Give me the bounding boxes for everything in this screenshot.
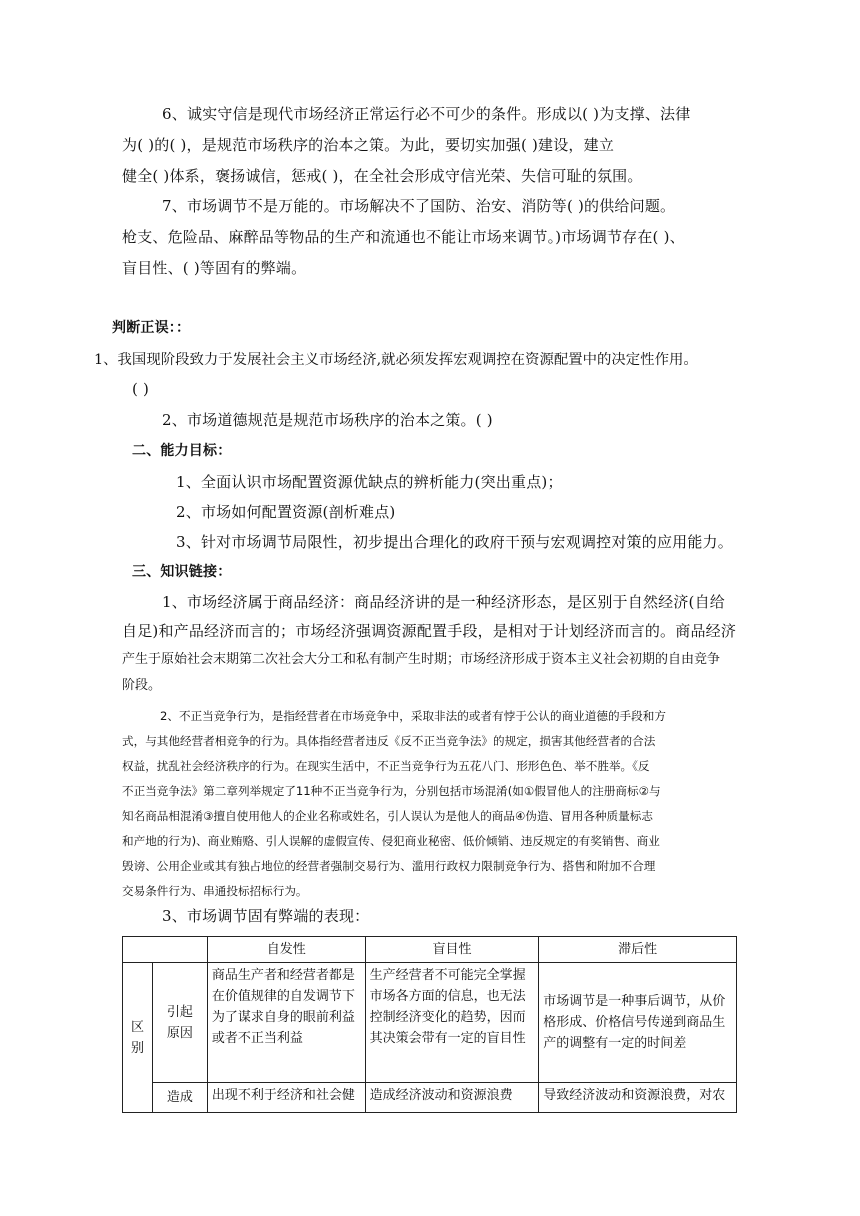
knowledge-p2-line-2: 式，与其他经营者相竞争的行为。具体指经营者违反《反不正当竞争法》的规定，损害其他经营者的合法 <box>122 734 656 748</box>
ability-heading: 二、能力目标： <box>132 443 232 459</box>
q6-line-1: 6、诚实守信是现代市场经济正常运行必不可少的条件。形成以( )为支撑、法律 <box>162 105 691 123</box>
table-corner-cell <box>123 937 208 963</box>
knowledge-p3: 3、市场调节固有弊端的表现： <box>162 907 370 925</box>
judge-item-1-line-1: 1、我国现阶段致力于发展社会主义市场经济,就必须发挥宏观调控在资源配置中的决定性作用。 <box>94 352 698 368</box>
knowledge-p2-line-1: 2、不正当竞争行为，是指经营者在市场竞争中，采取非法的或者有悖于公认的商业道德的手段和方 <box>160 709 666 723</box>
table-header-row <box>123 937 737 963</box>
knowledge-p2-line-5: 知名商品相混淆③擅自使用他人的企业名称或姓名，引人误认为是他人的商品④伪造、冒用各种质量标志 <box>122 809 653 823</box>
q6-line-2: 为( )的( )，是规范市场秩序的治本之策。为此，要切实加强( )建设，建立 <box>122 136 615 154</box>
knowledge-p2-line-8: 交易条件行为、串通投标招标行为。 <box>122 884 308 898</box>
header-spontaneous: 自发性 <box>207 937 365 963</box>
judge-item-1-line-2: ( ) <box>132 380 150 398</box>
q6-line-3: 健全( )体系，褒扬诚信，惩戒( )，在全社会形成守信光荣、失信可耻的氛围。 <box>122 167 643 185</box>
cell-cause-spontaneous: 商品生产者和经营者都是在价值规律的自发调节下为了谋求自身的眼前利益或者不正当利益 <box>207 963 365 1083</box>
knowledge-p1-line-2: 自足)和产品经济而言的；市场经济强调资源配置手段，是相对于计划经济而言的。商品经济 <box>122 622 737 640</box>
ability-item-3: 3、针对市场调节局限性，初步提出合理化的政府干预与宏观调控对策的应用能力。 <box>176 533 733 551</box>
cell-cause-blind: 生产经营者不可能完全掌握市场各方面的信息，也无法控制经济变化的趋势，因而其决策会带有一定的盲目性 <box>365 963 539 1083</box>
knowledge-p1-line-1: 1、市场经济属于商品经济：商品经济讲的是一种经济形态，是区别于自然经济(自给 <box>162 593 725 611</box>
judge-heading: 判断正误：： <box>112 320 191 336</box>
ability-item-1: 1、全面认识市场配置资源优缺点的辨析能力(突出重点)； <box>176 473 563 491</box>
cell-effect-blind: 造成经济波动和资源浪费 <box>365 1083 539 1113</box>
knowledge-p2-line-7: 毁谤、公用企业或其有独占地位的经营者强制交易行为、滥用行政权力限制竞争行为、搭售和附加不合理 <box>122 859 656 873</box>
row-label-cause-line-2: 原因 <box>166 1025 193 1041</box>
cell-effect-spontaneous: 出现不利于经济和社会健 <box>207 1083 365 1113</box>
q7-line-3: 盲目性、( )等固有的弊端。 <box>122 259 307 277</box>
group-label-line-2: 别 <box>130 1040 144 1056</box>
row-label-effect: 造成 <box>152 1083 207 1113</box>
ability-item-2: 2、市场如何配置资源(剖析难点) <box>176 503 396 521</box>
drawbacks-table <box>122 936 737 1113</box>
header-blind: 盲目性 <box>365 937 539 963</box>
cell-cause-lag: 市场调节是一种事后调节，从价格形成、价格信号传递到商品生产的调整有一定的时间差 <box>539 963 737 1083</box>
judge-item-2: 2、市场道德规范是规范市场秩序的治本之策。( ) <box>162 411 493 429</box>
knowledge-p1-line-3: 产生于原始社会末期第二次社会大分工和私有制产生时期；市场经济形成于资本主义社会初期的自由竞争 <box>122 652 721 667</box>
table-row <box>123 1083 737 1113</box>
row-label-cause-line-1: 引起 <box>166 1004 193 1020</box>
group-label-line-1: 区 <box>130 1019 144 1035</box>
knowledge-p2-line-6: 和产地的行为)、商业贿赂、引人误解的虚假宣传、侵犯商业秘密、低价倾销、违反规定的有奖销售、商业 <box>122 834 660 848</box>
cell-effect-lag: 导致经济波动和资源浪费，对农 <box>539 1083 737 1113</box>
group-label <box>123 963 153 1113</box>
q7-line-1: 7、市场调节不是万能的。市场解决不了国防、治安、消防等( )的供给问题。 <box>162 197 676 215</box>
knowledge-p2-line-4: 不正当竞争法》第二章列举规定了11种不正当竞争行为，分别包括市场混淆(如①假冒他人的注册商标②与 <box>122 784 661 798</box>
knowledge-p2-line-3: 权益，扰乱社会经济秩序的行为。在现实生活中，不正当竞争行为五花八门、形形色色、举不胜举。《反 <box>122 759 650 773</box>
q7-line-2: 枪支、危险品、麻醉品等物品的生产和流通也不能让市场来调节。)市场调节存在( )、 <box>122 228 685 246</box>
knowledge-heading: 三、知识链接： <box>132 564 232 580</box>
table-row <box>123 963 737 1083</box>
header-lag: 滞后性 <box>539 937 737 963</box>
row-label-cause <box>152 963 207 1083</box>
knowledge-p1-line-4: 阶段。 <box>122 678 162 693</box>
